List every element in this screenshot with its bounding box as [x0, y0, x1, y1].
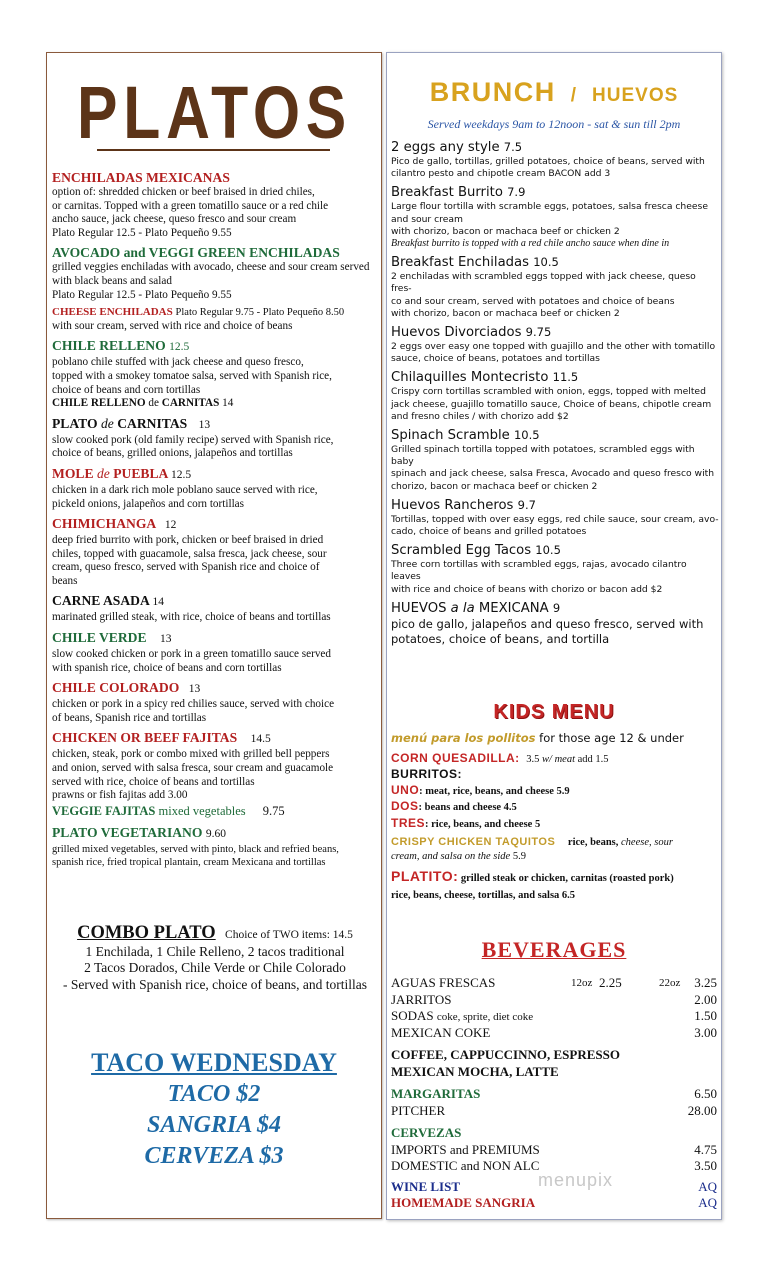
menu-item: [391, 542, 719, 596]
item-variant: CHILE RELLENO: [52, 397, 146, 410]
item-price: 12: [164, 519, 177, 532]
item-desc: with sour cream, served with rice and choice of beans: [52, 319, 293, 332]
title-slash: /: [570, 85, 578, 106]
item-name-de: de: [100, 415, 114, 431]
item-desc: served with rice, choice of beans and tortillas: [52, 775, 255, 788]
taco-special: TACO $2: [167, 1081, 261, 1107]
item-desc: sauce, choice of beans, potatoes and tortillas: [391, 353, 600, 365]
item-name: CHICKEN OR BEEF FAJITAS: [52, 730, 238, 746]
item-desc: cilantro pesto and chipotle cream BACON add 3: [391, 168, 611, 180]
item-price: 9.60: [205, 827, 226, 840]
item-name: MOLE: [52, 465, 94, 481]
item-name: 2 eggs any style: [391, 140, 500, 155]
combo-title: COMBO PLATO: [77, 923, 216, 943]
kids-item-desc-2: cheese, sour: [621, 837, 673, 848]
item-desc: and onion, served with salsa fresca, sour cream and guacamole: [52, 762, 334, 775]
item-price: 9.7: [517, 497, 536, 512]
menu-item: [52, 515, 378, 588]
watermark: menupix: [538, 1170, 614, 1190]
item-name: Breakfast Enchiladas: [391, 255, 529, 271]
item-desc: Grilled spinach tortilla topped with potatoes, scrambled eggs with baby: [391, 444, 695, 468]
item-desc: Pico de gallo, tortillas, grilled potatoes, choice of beans, served with: [391, 156, 705, 167]
item-price: 14.5: [250, 733, 271, 746]
bev-price: 28.00: [687, 1102, 717, 1118]
bev-price: 1.50: [694, 1008, 717, 1023]
bev-row: [391, 1025, 717, 1042]
bev-price: 4.75: [694, 1141, 717, 1157]
combo-line: 2 Tacos Dorados, Chile Verde or Chile Colorado: [84, 960, 346, 975]
item-desc: marinated grilled steak, with rice, choice of beans and tortillas: [52, 611, 331, 624]
item-desc: and fresno chiles / with chorizo add $2: [391, 410, 569, 422]
bev-price: 3.25: [694, 975, 717, 990]
menu-item: [391, 600, 719, 647]
bev-price: 3.50: [694, 1158, 717, 1173]
item-name: PLATO VEGETARIANO: [52, 824, 203, 840]
brunch-hours: Served weekdays 9am to 12noon - sat & sun till 2pm: [427, 117, 681, 131]
item-desc: choice of beans, grilled onions, jalapeños and tortillas: [52, 447, 293, 460]
beverages-title: BEVERAGES: [481, 937, 627, 962]
menu-item: [391, 184, 719, 250]
item-name: Huevos Divorciados: [391, 325, 522, 341]
item-desc: prawns or fish fajitas add 3.00: [52, 789, 188, 802]
combo-subtitle: Choice of TWO items: 14.5: [225, 929, 353, 941]
item-desc: grilled mixed vegetables, served with pinto, black and refried beans,: [52, 843, 339, 855]
menu-item: [52, 415, 378, 461]
bev-label: WINE LIST: [391, 1178, 460, 1194]
coffee-line: COFFEE, CAPPUCCINNO, ESPRESSO: [391, 1047, 620, 1062]
taco-wednesday-title: TACO WEDNESDAY: [91, 1048, 337, 1077]
kids-item-desc-3: cream, and salsa on the side: [391, 851, 511, 862]
kids-age-note: for those age 12 & under: [539, 731, 684, 745]
item-name: CHILE COLORADO: [52, 680, 180, 696]
item-desc: with chorizo, bacon or machaca beef or chicken 2: [391, 307, 620, 319]
cervezas-title: CERVEZAS: [391, 1125, 462, 1140]
item-price: 11.5: [552, 370, 579, 385]
kids-item-desc: : meat, rice, beans, and cheese 5.9: [419, 785, 570, 797]
item-variant: VEGGIE FAJITAS: [52, 803, 156, 818]
bev-row: [391, 1142, 717, 1159]
item-desc: potatoes, choice of beans, and tortilla: [391, 631, 610, 646]
item-desc: poblano chile stuffed with jack cheese and queso fresco,: [52, 356, 304, 369]
item-name: Breakfast Burrito: [391, 185, 503, 201]
menu-item: [52, 169, 378, 240]
item-variant-carnitas: CARNITAS: [161, 397, 220, 410]
bev-note: coke, sprite, diet coke: [436, 1011, 534, 1023]
bev-price: 2.00: [694, 991, 717, 1007]
bev-row: [391, 1103, 717, 1120]
huevos-title-text: HUEVOS: [592, 85, 679, 106]
item-price: 10.5: [513, 428, 540, 443]
item-note: Breakfast burrito is topped with a red chile ancho sauce when dine in: [391, 238, 670, 250]
item-price: Plato Regular 12.5 - Plato Pequeño 9.55: [52, 226, 232, 239]
menu-item: [52, 679, 378, 725]
item-desc: chicken, steak, pork or combo mixed with grilled bell peppers: [52, 748, 330, 761]
item-desc: slow cooked pork (old family recipe) served with Spanish rice,: [52, 433, 334, 446]
item-price: Plato Regular 12.5 - Plato Pequeño 9.55: [52, 288, 232, 301]
combo-line: 1 Enchilada, 1 Chile Relleno, 2 tacos traditional: [85, 943, 345, 959]
item-name-2: CARNITAS: [117, 415, 188, 431]
item-price: 13: [159, 633, 172, 646]
platos-divider: [97, 149, 330, 151]
item-name-de: de: [96, 465, 110, 481]
item-price: 14: [152, 596, 164, 609]
item-desc: jack cheese, guajillo tomatillo sauce, Choice of beans, chipotle cream: [391, 398, 712, 410]
combo-plato: [52, 925, 378, 993]
item-price: 10.5: [535, 543, 561, 558]
kids-item-name: TRES: [391, 815, 426, 830]
kids-menu: [391, 731, 719, 904]
menu-item: [391, 369, 719, 423]
menu-item: [52, 465, 378, 511]
bev-label: IMPORTS and PREMIUMS: [391, 1141, 540, 1157]
item-variant-price: 9.75: [262, 803, 285, 818]
item-desc: chicken or pork in a spicy red chilies sauce, served with choice: [52, 698, 335, 711]
menu-item: [52, 337, 378, 410]
item-desc: beans: [52, 574, 78, 587]
item-name: AVOCADO and VEGGI GREEN ENCHILADAS: [52, 245, 340, 261]
menu-item: [391, 324, 719, 365]
brunch-title-text: BRUNCH: [429, 77, 556, 107]
item-price: 10.5: [533, 255, 559, 270]
item-desc: chiles, topped with guacamole, salsa fresca, jack cheese, sour: [52, 547, 327, 560]
bev-size: 22oz: [659, 977, 681, 989]
bev-price: AQ: [698, 1178, 717, 1194]
kids-item-name: CRISPY CHICKEN TAQUITOS: [391, 836, 556, 848]
kids-item-name: UNO: [391, 782, 420, 797]
item-desc: 2 eggs over easy one topped with guajillo and the other with tomatillo: [391, 341, 716, 353]
menu-item: [391, 139, 719, 180]
bev-label: AGUAS FRESCAS: [391, 975, 496, 990]
item-desc: and sour cream: [391, 213, 463, 225]
bev-row: [391, 1195, 717, 1212]
bev-row: [391, 1086, 717, 1103]
item-desc: spanish rice, fried tropical plantain, cream Mexicana and tortillas: [52, 857, 326, 869]
bev-row: [391, 1008, 717, 1025]
menu-item: [52, 592, 378, 625]
platos-title: PLATOS: [77, 71, 353, 154]
brunch-title: [387, 77, 721, 108]
item-desc: grilled veggies enchiladas with avocado, cheese and sour cream served: [52, 261, 370, 274]
item-desc: cream, queso fresco, served with Spanish rice and choice of: [52, 561, 320, 574]
item-desc: co and sour cream, served with potatoes and choice of beans: [391, 295, 675, 307]
kids-item-name: DOS: [391, 799, 419, 813]
item-desc: 2 enchiladas with scrambled eggs topped with jack cheese, queso fres-: [391, 271, 696, 295]
item-name: Scrambled Egg Tacos: [391, 543, 532, 559]
item-name-2: PUEBLA: [113, 465, 168, 481]
item-desc: ancho sauce, jack cheese, queso fresco and sour cream: [52, 213, 297, 226]
item-name: CARNE ASADA: [52, 593, 150, 609]
item-name: CHILE VERDE: [52, 630, 147, 646]
brunch-list: [391, 139, 719, 651]
item-price: 13: [198, 418, 211, 431]
item-desc: with chorizo, bacon or machaca beef or chicken 2: [391, 225, 620, 237]
item-price: 7.9: [507, 185, 526, 200]
item-price: Plato Regular 9.75 - Plato Pequeño 8.50: [175, 307, 345, 319]
bev-price: 2.25: [599, 975, 622, 990]
kids-item-option: w/ meat: [542, 753, 576, 765]
item-desc: chicken in a dark rich mole poblano sauce served with rice,: [52, 483, 318, 496]
bev-label: PITCHER: [391, 1102, 446, 1118]
item-name: Huevos Rancheros: [391, 497, 514, 513]
bev-row: [391, 992, 717, 1009]
menu-item: [52, 306, 378, 333]
taco-wednesday: [47, 1047, 381, 1172]
item-desc: or carnitas. Topped with a green tomatillo sauce or a red chile: [52, 199, 329, 212]
item-desc: choice of beans and corn tortillas: [52, 383, 201, 396]
item-name: CHEESE ENCHILADAS: [52, 306, 173, 319]
item-desc: deep fried burrito with pork, chicken or beef braised in dried: [52, 534, 324, 547]
item-variant-price: 14: [222, 397, 234, 410]
menu-item: [52, 629, 378, 675]
kids-burritos-title: BURRITOS:: [391, 767, 462, 781]
item-name: Chilaquilles Montecristo: [391, 370, 549, 386]
item-price: 7.5: [503, 140, 523, 154]
kids-item-option-price: add 1.5: [577, 753, 609, 765]
bev-row: [391, 975, 717, 992]
item-name: PLATO: [52, 415, 98, 431]
item-desc: with rice and choice of beans with chorizo or bacon add $2: [391, 583, 663, 595]
item-desc: Three corn tortillas with scrambled eggs, rajas, avocado cilantro leaves: [391, 559, 687, 583]
item-name: CHILE RELLENO: [52, 338, 166, 354]
kids-menu-title: KIDS MENU: [493, 701, 615, 723]
bev-size: 12oz: [571, 977, 593, 989]
item-price: 9.75: [525, 325, 552, 340]
menu-item: [391, 427, 719, 493]
coffee-line: MEXICAN MOCHA, LATTE: [391, 1063, 559, 1079]
item-desc: with spanish rice, choice of beans and corn tortillas: [52, 661, 282, 674]
bev-label: MEXICAN COKE: [391, 1024, 491, 1040]
menu-item: [52, 729, 378, 819]
item-variant-desc: mixed vegetables: [158, 803, 246, 818]
bev-price: AQ: [698, 1195, 717, 1210]
item-desc: topped with a smokey tomatoe salsa, served with Spanish rice,: [52, 369, 332, 382]
kids-item-desc: rice, beans,: [567, 837, 619, 848]
sangria-special: SANGRIA $4: [146, 1112, 282, 1138]
item-desc: Tortillas, topped with over easy eggs, red chile sauce, sour cream, avo-: [391, 513, 719, 525]
item-name: HUEVOS: [391, 600, 447, 616]
combo-line: - Served with Spanish rice, choice of beans, and tortillas: [62, 976, 368, 992]
brunch-panel: [386, 52, 722, 1220]
item-desc: slow cooked chicken or pork in a green tomatillo sauce served: [52, 648, 331, 661]
item-name: CHIMICHANGA: [52, 516, 156, 532]
bev-label: JARRITOS: [391, 991, 452, 1007]
platos-list: [52, 169, 378, 874]
platos-panel: [46, 52, 382, 1219]
item-variant-de: de: [148, 397, 159, 410]
item-name-ala: a la: [450, 600, 475, 616]
kids-item-desc: : rice, beans, and cheese 5: [425, 818, 541, 830]
item-name-2: MEXICANA: [478, 600, 549, 616]
cerveza-special: CERVEZA $3: [144, 1143, 284, 1169]
item-desc: cado, choice of beans and grilled potatoes: [391, 526, 587, 538]
item-price: 13: [188, 683, 201, 696]
kids-item-desc: : beans and cheese 4.5: [418, 802, 517, 813]
menu-item: [52, 244, 378, 302]
bev-label: SODAS: [391, 1008, 434, 1023]
menu-item: [52, 824, 378, 870]
item-price: 9: [552, 600, 561, 615]
menu-item: [391, 497, 719, 538]
item-desc: pickeld onions, jalapeños and corn tortillas: [52, 497, 245, 510]
item-desc: of beans, Spanish rice and tortillas: [52, 711, 207, 724]
item-name: ENCHILADAS MEXICANAS: [52, 170, 230, 185]
bev-label: DOMESTIC and NON ALC: [391, 1158, 540, 1173]
bev-price: 3.00: [694, 1024, 717, 1040]
item-desc: spinach and jack cheese, salsa Fresca, Avocado and queso fresco with: [391, 468, 715, 480]
bev-price: 6.50: [694, 1086, 717, 1101]
kids-item-name: CORN QUESADILLA:: [391, 750, 520, 765]
kids-subtitle: menú para los pollitos: [391, 731, 536, 745]
kids-item-price: 3.5: [526, 753, 540, 765]
item-price: 12.5: [169, 341, 190, 354]
menu-item: [391, 254, 719, 320]
bev-label: HOMEMADE SANGRIA: [391, 1195, 536, 1210]
item-name: Spinach Scramble: [391, 428, 510, 444]
kids-item-desc: grilled steak or chicken, carnitas (roasted pork): [460, 873, 674, 884]
kids-item-desc-2: rice, beans, cheese, tortillas, and salsa 6.5: [391, 890, 576, 901]
item-desc: Crispy corn tortillas scrambled with onion, eggs, topped with melted: [391, 386, 706, 398]
item-desc: Large flour tortilla with scramble eggs, potatoes, salsa fresca cheese: [391, 201, 708, 213]
item-desc: option of: shredded chicken or beef braised in dried chiles,: [52, 186, 315, 198]
item-desc: with black beans and salad: [52, 274, 172, 287]
kids-item-name: PLATITO:: [391, 868, 459, 884]
kids-item-price: 5.9: [512, 851, 526, 862]
bev-label: MARGARITAS: [391, 1086, 481, 1101]
item-desc: chorizo, bacon or machaca beef or chicken 2: [391, 480, 598, 492]
item-price: 12.5: [171, 468, 192, 481]
item-desc: pico de gallo, jalapeños and queso fresco, served with: [391, 616, 704, 631]
